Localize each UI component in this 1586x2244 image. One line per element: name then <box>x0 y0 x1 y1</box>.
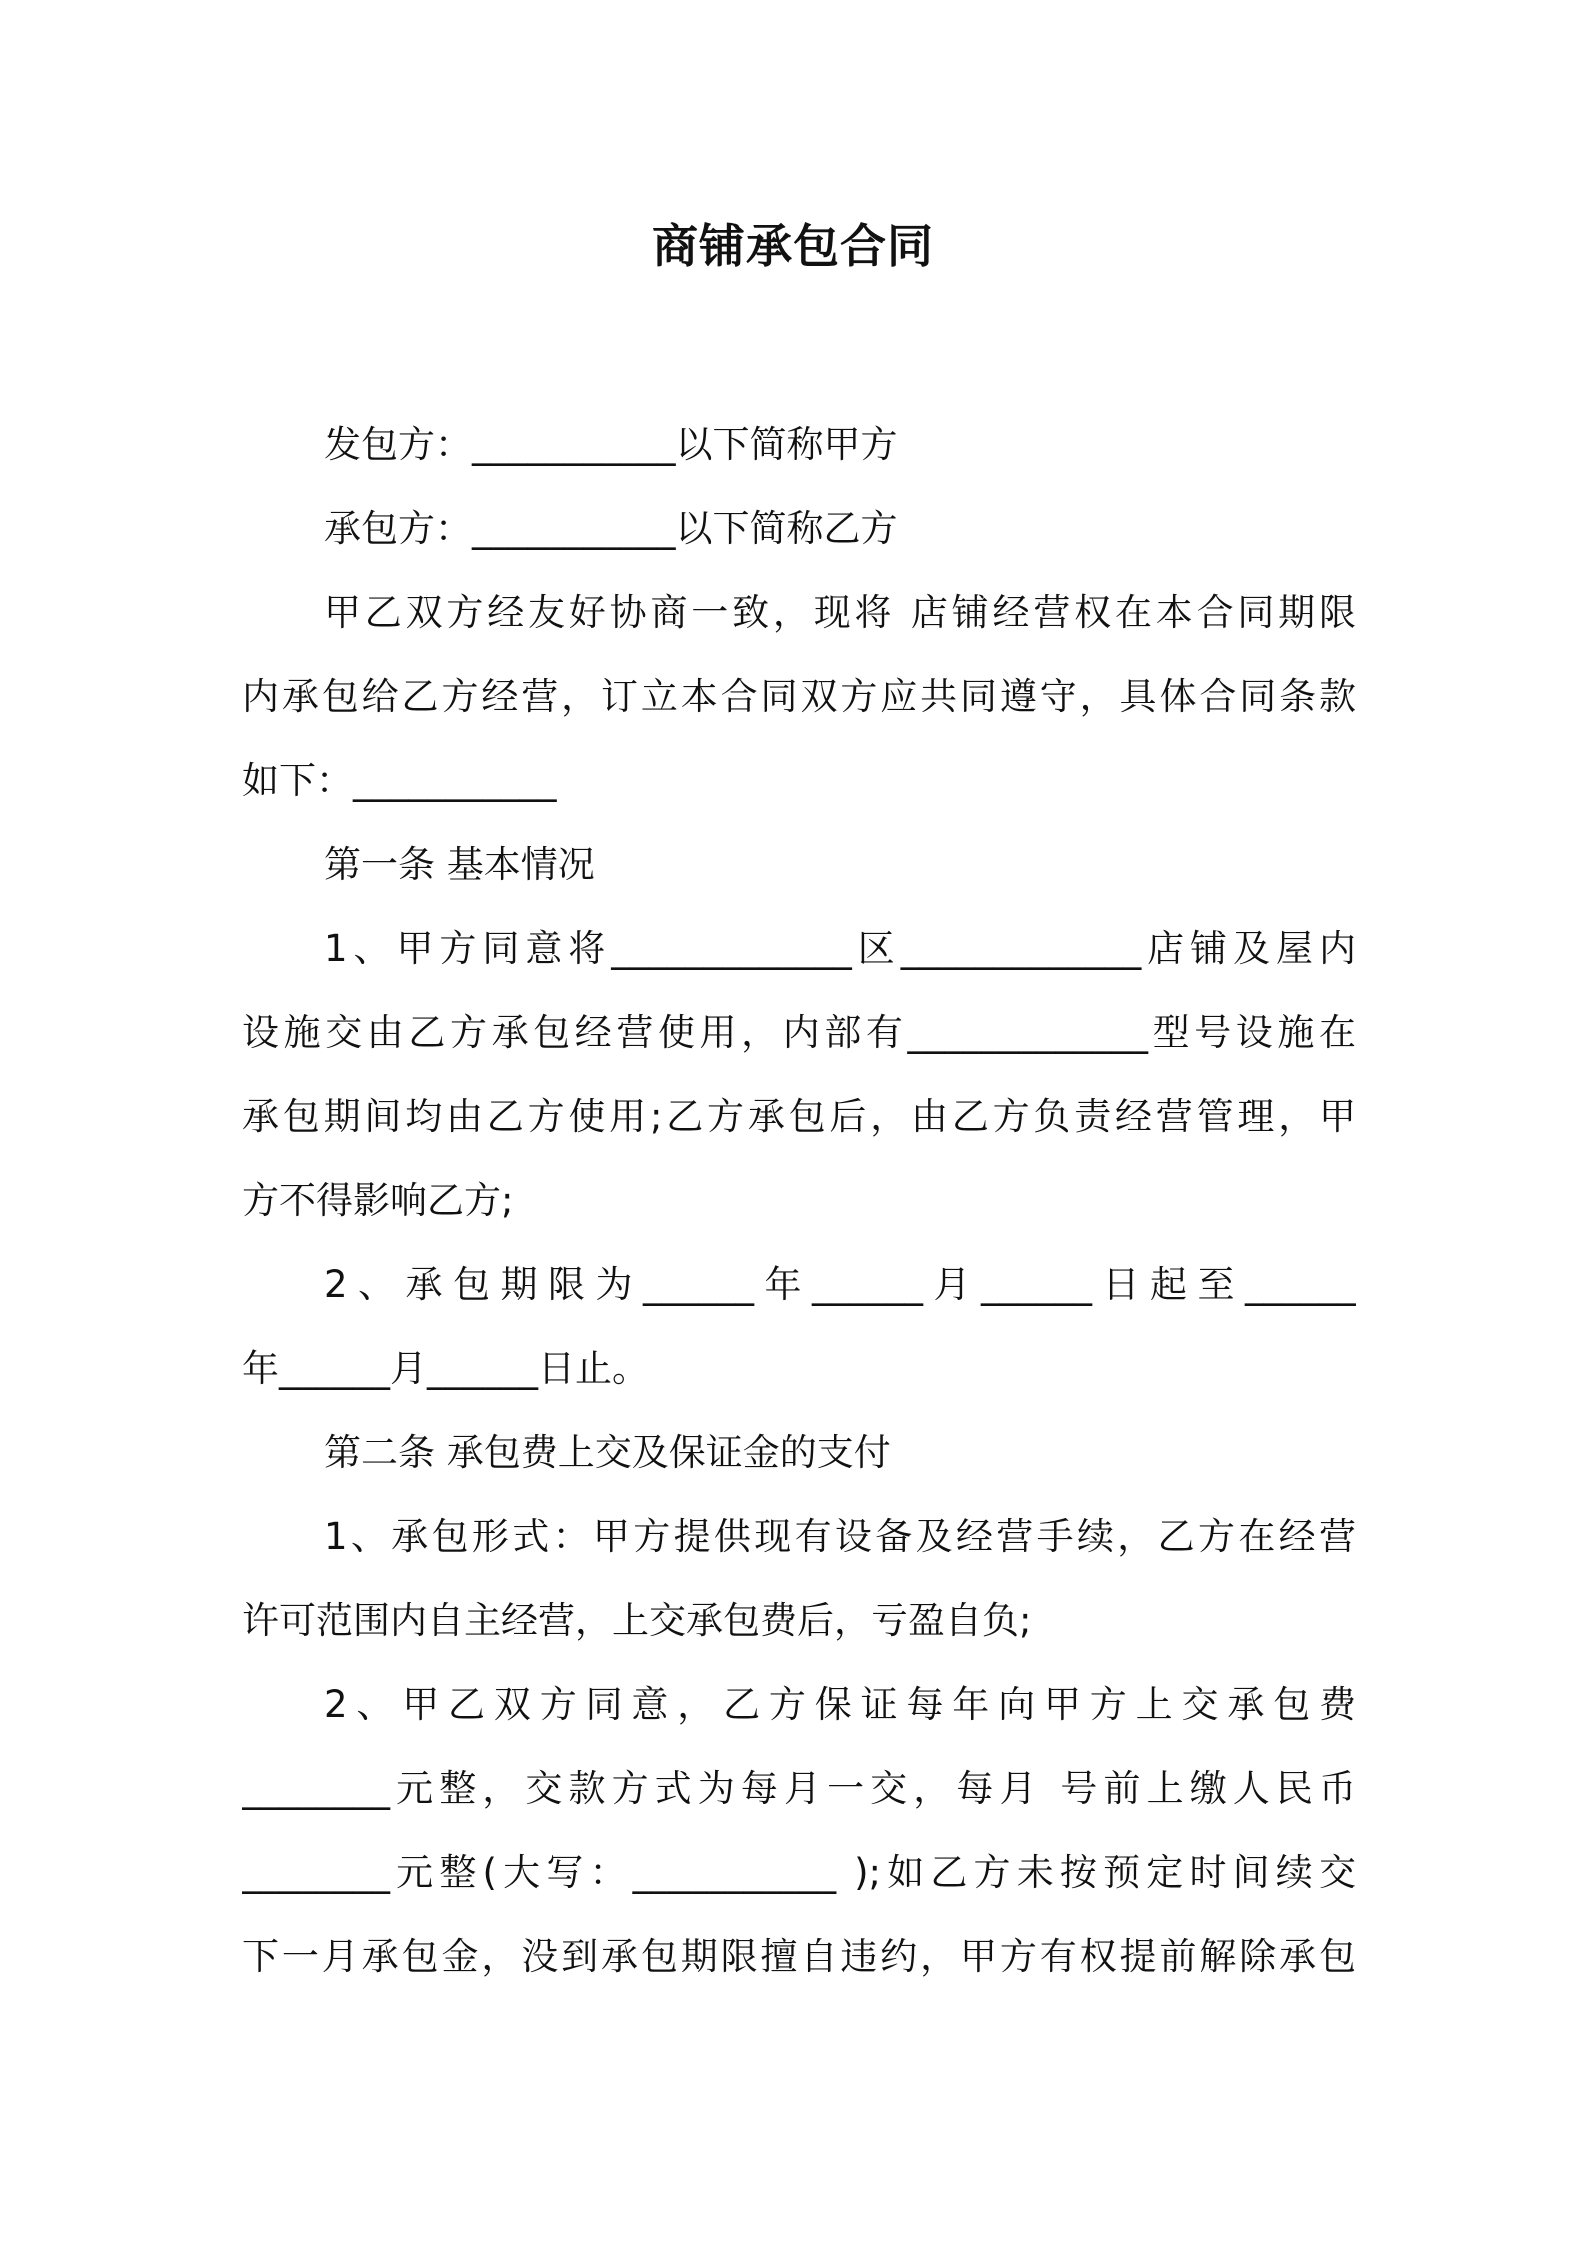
article-1-heading: 第一条 基本情况 <box>324 843 595 886</box>
party-b-line: 承包方：___________以下简称乙方 <box>324 507 898 550</box>
article-1-clause-1-line-1: 1、甲方同意将_____________区_____________店铺及屋内 <box>324 927 1356 970</box>
document-title: 商铺承包合同 <box>652 219 934 273</box>
article-2-heading: 第二条 承包费上交及保证金的支付 <box>324 1431 891 1474</box>
article-2-clause-2-line-3: ________元整(大写：___________ );如乙方未按预定时间续交 <box>242 1851 1356 1894</box>
article-1-clause-1-line-2: 设施交由乙方承包经营使用，内部有_____________型号设施在 <box>242 1011 1356 1054</box>
article-1-clause-1-line-3: 承包期间均由乙方使用;乙方承包后，由乙方负责经营管理，甲 <box>242 1095 1356 1138</box>
preamble-line-1: 甲乙双方经友好协商一致，现将 店铺经营权在本合同期限 <box>324 591 1356 634</box>
article-2-clause-2-line-4: 下一月承包金，没到承包期限擅自违约，甲方有权提前解除承包 <box>242 1935 1356 1978</box>
party-a-line: 发包方：___________以下简称甲方 <box>324 423 898 466</box>
article-2-clause-2-line-2: ________元整，交款方式为每月一交，每月 号前上缴人民币 <box>242 1767 1356 1810</box>
preamble-line-2: 内承包给乙方经营，订立本合同双方应共同遵守，具体合同条款 <box>242 675 1356 718</box>
article-2-clause-1-line-1: 1、承包形式：甲方提供现有设备及经营手续，乙方在经营 <box>324 1515 1356 1558</box>
article-2-clause-2-line-1: 2、甲乙双方同意，乙方保证每年向甲方上交承包费 <box>324 1683 1356 1726</box>
document-body <box>242 403 1356 1999</box>
article-2-clause-1-line-2: 许可范围内自主经营，上交承包费后，亏盈自负; <box>242 1599 1032 1642</box>
preamble-line-3: 如下：___________ <box>242 759 557 802</box>
article-1-clause-1-line-4: 方不得影响乙方; <box>242 1179 514 1222</box>
article-1-clause-2-line-2: 年______月______日止。 <box>242 1347 649 1390</box>
article-1-clause-2-line-1: 2、承包期限为______年______月______日起至______ <box>324 1263 1356 1306</box>
